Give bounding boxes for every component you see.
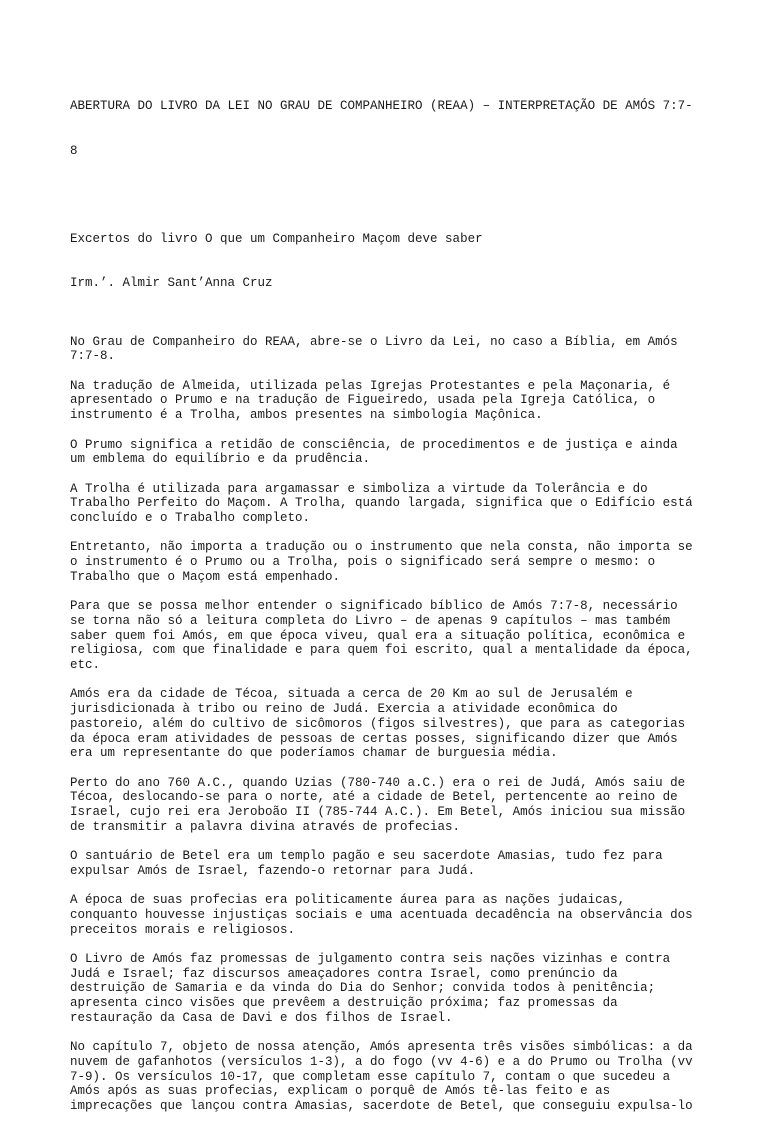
paragraph-line: se torna não só a leitura completa do Livro – de apenas 9 capítulos – mas também xyxy=(70,613,671,628)
paragraph-line: Judá e Israel; faz discursos ameaçadores contra Israel, como prenúncio da xyxy=(70,966,618,981)
paragraph-line: de transmitir a palavra divina através de profecias. xyxy=(70,819,461,834)
paragraph-line: Amós após as suas profecias, explicam o porquê de Amós tê-las feito e as xyxy=(70,1084,611,1099)
document-page xyxy=(70,70,700,1128)
paragraph-line: Perto do ano 760 A.C., quando Uzias (780-740 a.C.) era o rei de Judá, Amós saiu de xyxy=(70,775,686,790)
paragraph-line: O Prumo significa a retidão de consciência, de procedimentos e de justiça e ainda xyxy=(70,437,678,452)
body-paragraph xyxy=(70,482,700,526)
paragraph-line: religiosa, com que finalidade e para quem foi escrito, qual a mentalidade da época, xyxy=(70,643,693,658)
paragraph-line: da época eram atividades de pessoas de certas posses, significando dizer que Amós xyxy=(70,731,678,746)
paragraph-line: nuvem de gafanhotos (versículos 1-3), a do fogo (vv 4-6) e a do Prumo ou Trolha (vv xyxy=(70,1054,693,1069)
paragraph-line: 7:7-8. xyxy=(70,349,116,364)
paragraph-line: Israel, cujo rei era Jeroboão II (785-744 A.C.). Em Betel, Amós iniciou sua missão xyxy=(70,805,686,820)
paragraph-line: apresenta cinco visões que prevêem a destruição próxima; faz promessas da xyxy=(70,996,618,1011)
paragraph-line: 7-9). Os versículos 10-17, que completam esse capítulo 7, contam o que sucedeu a xyxy=(70,1069,671,1084)
body-paragraph xyxy=(70,599,700,673)
body-paragraph xyxy=(70,438,700,467)
paragraph-line: Para que se possa melhor entender o significado bíblico de Amós 7:7-8, necessário xyxy=(70,599,678,614)
source-book-line: Excertos do livro O que um Companheiro Maçom deve saber xyxy=(70,231,483,246)
paragraph-line: Amós era da cidade de Técoa, situada a cerca de 20 Km ao sul de Jerusalém e xyxy=(70,687,633,702)
body-paragraph xyxy=(70,952,700,1026)
title-line: 8 xyxy=(70,143,78,158)
body-paragraph xyxy=(70,540,700,584)
document-title xyxy=(70,70,700,188)
paragraph-line: No capítulo 7, objeto de nossa atenção, Amós apresenta três visões simbólicas: a da xyxy=(70,1040,693,1055)
paragraph-line: Técoa, deslocando-se para o norte, até a cidade de Betel, pertencente ao reino de xyxy=(70,790,678,805)
paragraph-line: o instrumento é o Prumo ou a Trolha, pois o significado será sempre o mesmo: o xyxy=(70,555,656,570)
paragraph-line: Trabalho Perfeito do Maçom. A Trolha, quando largada, significa que o Edifício está xyxy=(70,496,693,511)
paragraph-line: concluído e o Trabalho completo. xyxy=(70,511,311,526)
paragraph-line: pastoreio, além do cultivo de sicômoros (figos silvestres), que para as categorias xyxy=(70,716,686,731)
paragraph-line: um emblema do equilíbrio e da prudência. xyxy=(70,452,371,467)
paragraph-line: apresentado o Prumo e na tradução de Figueiredo, usada pela Igreja Católica, o xyxy=(70,393,656,408)
body-paragraph xyxy=(70,379,700,423)
paragraph-line: A época de suas profecias era politicamente áurea para as nações judaicas, xyxy=(70,893,626,908)
paragraph-line: imprecações que lançou contra Amasias, sacerdote de Betel, que conseguiu expulsa-lo xyxy=(70,1099,693,1114)
body-paragraph xyxy=(70,1040,700,1114)
paragraph-line: Trabalho que o Maçom está empenhado. xyxy=(70,569,341,584)
paragraph-line: etc. xyxy=(70,658,101,673)
paragraph-line: destruição de Samaria e da vinda do Dia do Senhor; convida todos à penitência; xyxy=(70,981,656,996)
body-paragraph xyxy=(70,849,700,878)
paragraph-line: O santuário de Betel era um templo pagão e seu sacerdote Amasias, tudo fez para xyxy=(70,849,663,864)
paragraph-line: preceitos morais e religiosos. xyxy=(70,922,296,937)
body-paragraph xyxy=(70,687,700,761)
paragraph-line: conquanto houvesse injustiças sociais e uma acentuada decadência na observância dos xyxy=(70,907,693,922)
title-line: ABERTURA DO LIVRO DA LEI NO GRAU DE COMPANHEIRO (REAA) – INTERPRETAÇÃO DE AMÓS 7:7- xyxy=(70,99,693,114)
paragraph-line: O Livro de Amós faz promessas de julgamento contra seis nações vizinhas e contra xyxy=(70,952,671,966)
body-text xyxy=(70,335,700,1114)
paragraph-line: Na tradução de Almeida, utilizada pelas Igrejas Protestantes e pela Maçonaria, é xyxy=(70,378,671,393)
paragraph-line: saber quem foi Amós, em que época viveu, qual era a situação política, econômica e xyxy=(70,628,686,643)
body-paragraph xyxy=(70,335,700,364)
author-line: Irm.’. Almir Sant’Anna Cruz xyxy=(70,275,273,290)
paragraph-line: Entretanto, não importa a tradução ou o instrumento que nela consta, não importa se xyxy=(70,540,693,555)
paragraph-line: A Trolha é utilizada para argamassar e simboliza a virtude da Tolerância e do xyxy=(70,481,648,496)
paragraph-line: No Grau de Companheiro do REAA, abre-se o Livro da Lei, no caso a Bíblia, em Amós xyxy=(70,334,678,349)
paragraph-line: jurisdicionada à tribo ou reino de Judá. Exercia a atividade econômica do xyxy=(70,702,618,717)
paragraph-line: instrumento é a Trolha, ambos presentes na simbologia Maçônica. xyxy=(70,408,543,423)
body-paragraph xyxy=(70,776,700,835)
paragraph-line: expulsar Amós de Israel, fazendo-o retornar para Judá. xyxy=(70,863,476,878)
source-attribution xyxy=(70,202,700,320)
paragraph-line: era um representante do que poderíamos chamar de burguesia média. xyxy=(70,746,558,761)
paragraph-line: restauração da Casa de Davi e dos filhos de Israel. xyxy=(70,1010,453,1025)
body-paragraph xyxy=(70,893,700,937)
